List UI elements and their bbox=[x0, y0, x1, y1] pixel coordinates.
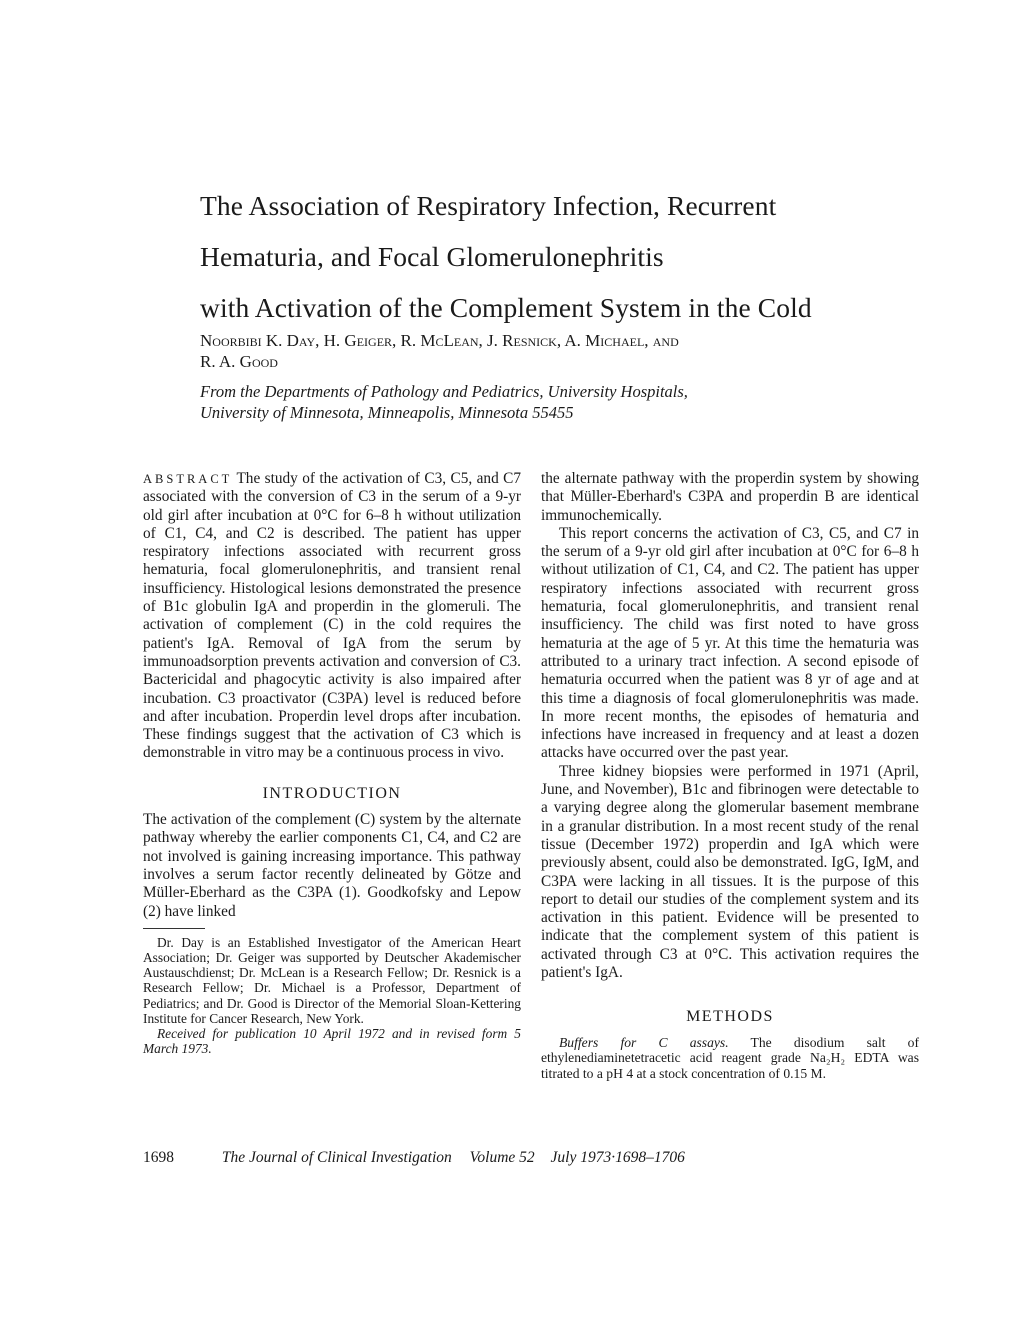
article-title bbox=[200, 180, 840, 333]
title-line-1: The Association of Respiratory Infection, Recurrent bbox=[200, 190, 777, 221]
abstract bbox=[143, 470, 521, 763]
footnote bbox=[143, 935, 521, 1057]
methods-paragraph bbox=[541, 1035, 919, 1082]
abstract-label: ABSTRACT bbox=[143, 472, 233, 486]
footnote-rule bbox=[143, 928, 205, 929]
journal-name: The Journal of Clinical Investigation bbox=[221, 1149, 452, 1166]
methods-text: The disodium salt of ethylenediaminetetracetic acid reagent grade Na₂H₂ EDTA was titrated to a pH 4 at a stock concentration of 0.15 M. bbox=[541, 1034, 919, 1081]
affiliation-line-2: University of Minnesota, Minneapolis, Minnesota 55455 bbox=[200, 403, 574, 422]
affiliation-line-1: From the Departments of Pathology and Pediatrics, University Hospitals, bbox=[200, 382, 688, 401]
title-line-3: with Activation of the Complement System in the Cold bbox=[200, 292, 812, 323]
left-column bbox=[143, 470, 521, 1056]
received-date: Received for publication 10 April 1972 and in revised form 5 March 1973. bbox=[143, 1026, 521, 1057]
author-line-1: Noorbibi K. Day, H. Geiger, R. McLean, J. Resnick, A. Michael, and bbox=[200, 331, 679, 350]
intro-paragraph-3: Three kidney biopsies were performed in 1971 (April, June, and November), B1c and fibrinogen were detectable to a varying degree along the glomerular basement membrane in a granular distribution. In a most recent study of the renal tissue (December 1972) properdin and IgA which were previously absent, could also be demonstrated. IgG, IgM, and C3PA were lacking in all tissues. It is the purpose of this report to detail our studies of the complement system and its activation in this patient. Evidence will be presented to indicate that the complement system of this patient is activated through C3 at 0°C. This activation requires the patient's IgA. bbox=[541, 762, 919, 982]
footnote-text: Dr. Day is an Established Investigator of the American Heart Association; Dr. Geiger was supported by Deutscher Akademischer Austauschdienst; Dr. McLean is a Research Fellow; Dr. Resnick is a Research Fellow; Dr. Michael is a Professor, Department of Pediatrics; and Dr. Good is Director of the Memorial Sloan-Kettering Institute for Cancer Research, New York. bbox=[143, 934, 521, 1026]
intro-paragraph-1: The activation of the complement (C) system by the alternate pathway whereby the earlier components C1, C4, and C2 are not involved is gaining increasing importance. This pathway involves a serum factor recently delineated by Götze and Müller-Eberhard as the C3PA (1). Goodkofsky and Lepow (2) have linked bbox=[143, 811, 521, 920]
methods-heading: METHODS bbox=[686, 1008, 774, 1026]
author-list bbox=[200, 330, 820, 372]
journal-date-pages: July 1973·1698–1706 bbox=[550, 1149, 685, 1166]
intro-paragraph-1-continued: the alternate pathway with the properdin system by showing that Müller-Eberhard's C3PA and properdin B are identical immunochemically. bbox=[541, 470, 919, 524]
page-footer bbox=[143, 1149, 763, 1167]
methods-lead: Buffers for C assays. bbox=[559, 1034, 729, 1050]
intro-paragraph-2: This report concerns the activation of C3, C5, and C7 in the serum of a 9-yr old girl after incubation at 0°C for 6–8 h without utilization of C1, C4, and C2. The patient has upper respiratory infections associated with recurrent gross hematuria, focal glomerulonephritis, and transient renal insufficiency. The child was first noted to have gross hematuria at the age of 5 yr. At this time the hematuria was attributed to a urinary tract infection. A second episode of hematuria occurred when the patient was 8 yr of age and at this time a diagnosis of focal glomerulonephritis was made. In more recent months, the episodes of hematuria and infections have increased in frequency and at least a dozen attacks have occurred over the past year. bbox=[541, 524, 919, 762]
right-column bbox=[541, 470, 919, 1081]
abstract-text: The study of the activation of C3, C5, and C7 associated with the conversion of C3 in the serum of a 9-yr old girl after incubation at 0°C for 6–8 h without utilization of C1, C4, and C2 is described. The patient has upper respiratory infections associated with recurrent gross hematuria, focal glomerulonephritis, and transient renal insufficiency. Histological lesions demonstrated the presence of B1c globulin IgA and properdin in the glomeruli. The activation of complement (C) in the cold requires the patient's IgA. Removal of IgA from the serum by immunoadsorption prevents activation and conversion of C3. Bactericidal and phagocytic activity is also impaired after incubation. C3 proactivator (C3PA) level is reduced before and after incubation. Properdin level drops after incubation. These findings suggest that the activation of C3 which is demonstrable in vitro may be a continuous process in vivo. bbox=[143, 470, 521, 762]
affiliation bbox=[200, 381, 820, 423]
author-line-2: R. A. Good bbox=[200, 352, 278, 371]
journal-volume: Volume 52 bbox=[469, 1149, 535, 1166]
page-number: 1698 bbox=[143, 1149, 174, 1166]
introduction-heading: INTRODUCTION bbox=[262, 784, 402, 802]
title-line-2: Hematuria, and Focal Glomerulonephritis bbox=[200, 241, 664, 272]
